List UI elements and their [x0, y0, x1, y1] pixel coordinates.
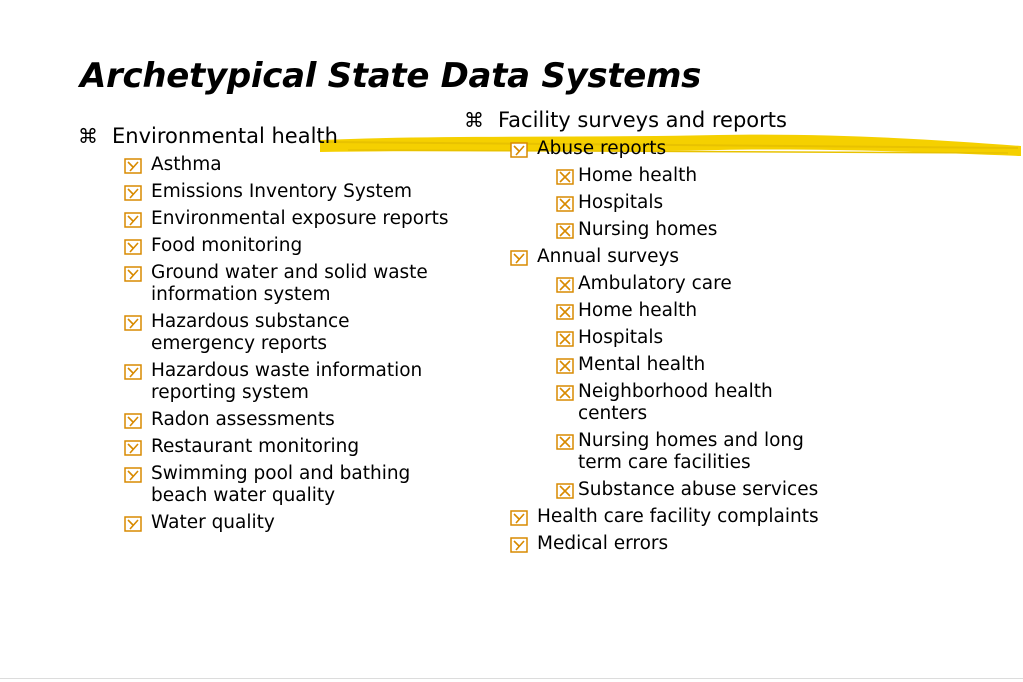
- bullet: [124, 364, 142, 380]
- right-sub-item: [556, 479, 838, 501]
- left-list-item: [124, 409, 451, 431]
- right-group-label: Annual surveys: [537, 246, 680, 267]
- left-list-item-label: Food monitoring: [151, 235, 303, 256]
- right-heading: [464, 108, 844, 133]
- right-sub-item: [556, 327, 838, 349]
- bullet: [556, 434, 574, 450]
- right-group-list: [510, 138, 844, 555]
- bullet: [510, 142, 528, 158]
- left-list-item-label: Hazardous substance emergency reports: [151, 311, 350, 354]
- bullet: [556, 385, 574, 401]
- bullet: [124, 239, 142, 255]
- check-box-icon: [510, 250, 528, 266]
- right-sub-item-label: Mental health: [578, 354, 706, 375]
- check-box-icon: [510, 510, 528, 526]
- right-group-label: Medical errors: [537, 533, 669, 554]
- left-list-item-label: Radon assessments: [151, 409, 335, 430]
- x-box-icon: [556, 304, 574, 320]
- bullet: [124, 467, 142, 483]
- right-sub-item-label: Neighborhood health centers: [578, 381, 773, 424]
- right-sub-item: [556, 165, 838, 187]
- check-box-icon: [124, 364, 142, 380]
- left-list-item-label: Emissions Inventory System: [151, 181, 413, 202]
- left-list-item-label: Swimming pool and bathing beach water quality: [151, 463, 411, 506]
- check-box-icon: [124, 315, 142, 331]
- left-list-item: [124, 463, 451, 507]
- check-box-icon: [124, 440, 142, 456]
- command-key-icon: ⌘: [78, 124, 98, 148]
- bullet: [556, 223, 574, 239]
- bullet: [556, 304, 574, 320]
- left-heading-label: Environmental health: [112, 124, 338, 148]
- check-box-icon: [124, 185, 142, 201]
- right-sub-item: [556, 354, 838, 376]
- right-heading-label: Facility surveys and reports: [498, 108, 787, 132]
- check-box-icon: [510, 537, 528, 553]
- right-sub-list: [556, 273, 844, 501]
- right-column: [464, 108, 844, 555]
- bullet: [556, 196, 574, 212]
- right-sub-item-label: Nursing homes and long term care facilities: [578, 430, 804, 473]
- left-list-item: [124, 512, 451, 534]
- bullet: [124, 266, 142, 282]
- right-sub-item-label: Nursing homes: [578, 219, 718, 240]
- check-box-icon: [124, 239, 142, 255]
- bullet: [510, 510, 528, 526]
- right-sub-item-label: Hospitals: [578, 327, 664, 348]
- check-box-icon: [124, 413, 142, 429]
- left-list-item-label: Hazardous waste information reporting system: [151, 360, 423, 403]
- right-group: [510, 506, 837, 528]
- bullet: [556, 358, 574, 374]
- right-sub-list: [556, 165, 844, 241]
- x-box-icon: [556, 483, 574, 499]
- bullet: [556, 169, 574, 185]
- right-sub-item-label: Home health: [578, 165, 698, 186]
- command-key-icon: ⌘: [464, 108, 484, 132]
- slide-title: Archetypical State Data Systems: [80, 56, 702, 96]
- left-list-item-label: Restaurant monitoring: [151, 436, 360, 457]
- left-list-item-label: Environmental exposure reports: [151, 208, 449, 229]
- check-box-icon: [124, 158, 142, 174]
- x-box-icon: [556, 385, 574, 401]
- bullet: [124, 185, 142, 201]
- left-list-item: [124, 181, 451, 203]
- right-sub-item-label: Home health: [578, 300, 698, 321]
- bullet: [124, 413, 142, 429]
- footer-divider: [0, 678, 1023, 679]
- left-list-item: [124, 208, 451, 230]
- x-box-icon: [556, 277, 574, 293]
- left-list-item-label: Ground water and solid waste information system: [151, 262, 428, 305]
- right-group: [510, 246, 837, 268]
- left-heading: [78, 124, 458, 149]
- check-box-icon: [124, 467, 142, 483]
- right-group-label: Health care facility complaints: [537, 506, 819, 527]
- bullet: [556, 483, 574, 499]
- left-list-item-label: Water quality: [151, 512, 275, 533]
- bullet: [124, 516, 142, 532]
- right-sub-item-label: Hospitals: [578, 192, 664, 213]
- bullet: [124, 212, 142, 228]
- check-box-icon: [124, 212, 142, 228]
- x-box-icon: [556, 196, 574, 212]
- left-list-item: [124, 154, 451, 176]
- x-box-icon: [556, 331, 574, 347]
- left-list-item: [124, 262, 451, 306]
- right-group: [510, 138, 837, 160]
- left-list-item: [124, 311, 451, 355]
- bullet: [510, 537, 528, 553]
- bullet: [124, 158, 142, 174]
- right-sub-item: [556, 192, 838, 214]
- x-box-icon: [556, 358, 574, 374]
- right-sub-item: [556, 381, 838, 425]
- right-sub-item-label: Substance abuse services: [578, 479, 819, 500]
- left-list-item-label: Asthma: [151, 154, 222, 175]
- check-box-icon: [124, 516, 142, 532]
- x-box-icon: [556, 434, 574, 450]
- bullet: [510, 250, 528, 266]
- right-group: [510, 533, 837, 555]
- bullet: [124, 315, 142, 331]
- bullet: [124, 440, 142, 456]
- left-item-list: [124, 154, 458, 534]
- right-sub-item: [556, 219, 838, 241]
- check-box-icon: [124, 266, 142, 282]
- bullet: [556, 277, 574, 293]
- right-sub-item: [556, 300, 838, 322]
- bullet: [556, 331, 574, 347]
- right-sub-item: [556, 430, 838, 474]
- left-column: [78, 124, 458, 534]
- right-sub-item-label: Ambulatory care: [578, 273, 732, 294]
- x-box-icon: [556, 169, 574, 185]
- right-group-label: Abuse reports: [537, 138, 667, 159]
- left-list-item: [124, 360, 451, 404]
- left-list-item: [124, 235, 451, 257]
- x-box-icon: [556, 223, 574, 239]
- check-box-icon: [510, 142, 528, 158]
- right-sub-item: [556, 273, 838, 295]
- left-list-item: [124, 436, 451, 458]
